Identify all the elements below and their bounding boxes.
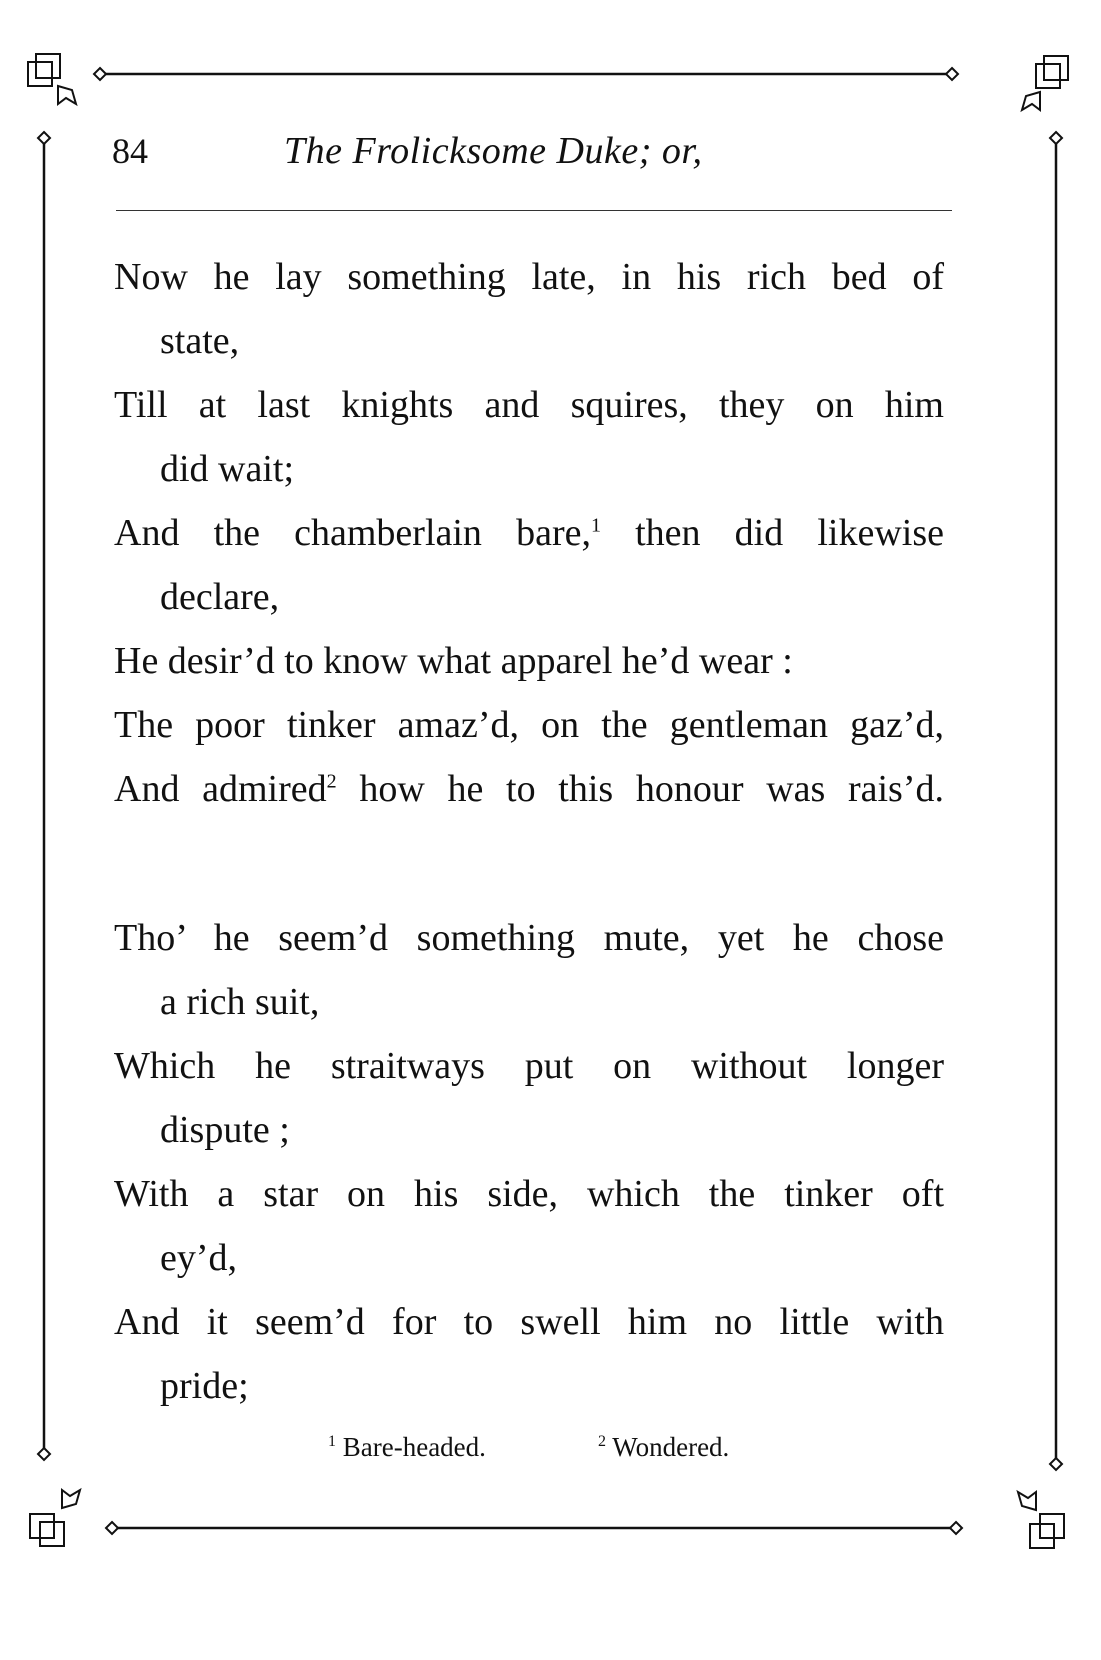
verse-line: The poor tinker amaz’d, on the gentleman gaz’d, [114, 704, 944, 746]
verse-line: Which he straitways put on without longer [114, 1045, 944, 1087]
header-rule [116, 210, 952, 211]
verse-line-continuation: pride; [160, 1365, 249, 1407]
corner-ornament-bottom-left [30, 1490, 80, 1546]
footnote-marker: 2 [326, 770, 337, 793]
verse-line-continuation: declare, [160, 576, 280, 618]
verse-line: With a star on his side, which the tinker oft [114, 1173, 944, 1215]
footnote-2: $^2$ Wondered. [598, 1432, 730, 1462]
verse-line: And the chamberlain bare,$^1$ then did likewise [114, 512, 944, 554]
verse-line: Now he lay something late, in his rich bed of [114, 256, 944, 298]
verse-line-continuation: a rich suit, [160, 981, 320, 1023]
verse-line: Tho’ he seem’d something mute, yet he chose [114, 917, 944, 959]
verse-line: Till at last knights and squires, they on him [114, 384, 944, 426]
running-title: The Frolicksome Duke; or, [284, 130, 703, 172]
verse-line-continuation: ey’d, [160, 1237, 238, 1279]
stanza-1 [114, 245, 944, 821]
verse-line: He desir’d to know what apparel he’d wear : [114, 640, 793, 682]
footnote-marker: 1 [590, 514, 601, 537]
verse-line-continuation: did wait; [160, 448, 295, 490]
footnote-marker: 1 [328, 1433, 336, 1450]
page-header [112, 126, 952, 176]
verse-line-continuation: state, [160, 320, 240, 362]
verse-line: And it seem’d for to swell him no little with [114, 1301, 944, 1343]
corner-ornament-top-left [28, 54, 76, 104]
corner-ornament-top-right [1022, 56, 1068, 110]
page-number: 84 [112, 131, 148, 171]
verse-line-continuation: dispute ; [160, 1109, 290, 1151]
stanza-2 [114, 906, 944, 1418]
footnotes [0, 1432, 1101, 1472]
verse-line: And admired$^2$ how he to this honour was rais’d. [114, 768, 944, 810]
footnote-1: $^1$ Bare-headed. [328, 1432, 486, 1462]
corner-ornament-bottom-right [1018, 1492, 1064, 1548]
footnote-marker: 2 [598, 1433, 606, 1450]
